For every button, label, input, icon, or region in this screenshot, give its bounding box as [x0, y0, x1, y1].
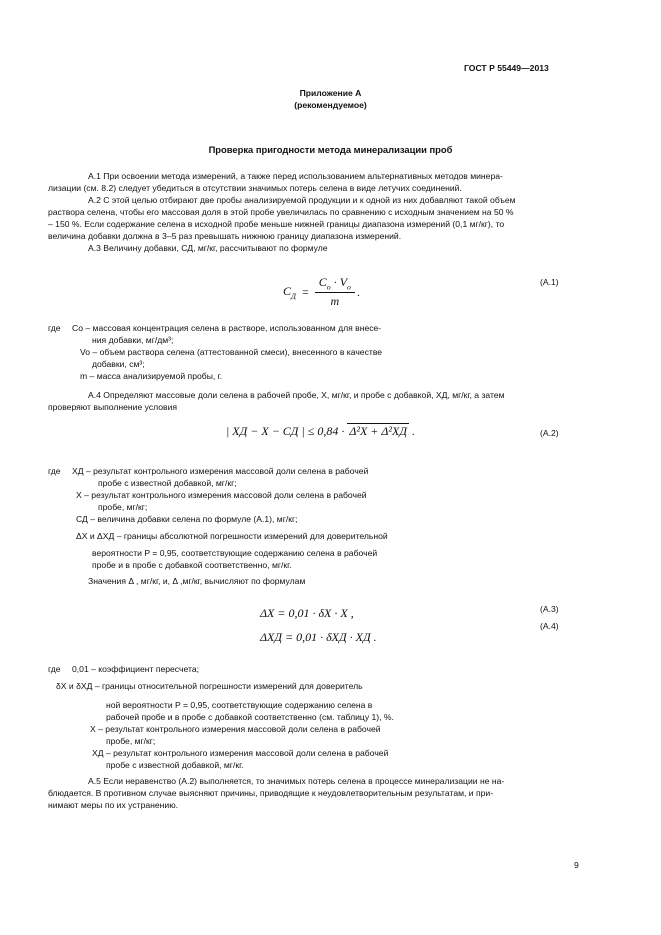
equation-a1-number: (А.1) — [540, 277, 559, 287]
where3-line1: 0,01 – коэффициент пересчета; — [72, 664, 199, 674]
where2-line6: ΔX и ΔXД – границы абсолютной погрешности измерений для доверительной — [76, 531, 388, 541]
section-title: Проверка пригодности метода минерализации проб — [208, 144, 453, 155]
para-a3: А.3 Величину добавки, СД, мг/кг, рассчитывают по формуле — [88, 243, 328, 253]
equation-a3: ΔX = 0,01 · δX · X , — [260, 606, 354, 620]
para-a2-line1: А.2 С этой целью отбирают две пробы анализируемой продукции и к одной из них добавляют такой объем — [88, 195, 516, 205]
where2-line8: пробе и в пробе с добавкой соответственно, мг/кг. — [92, 560, 292, 570]
para-a2-line3: – 150 %. Если содержание селена в исходной пробе меньше нижней границы диапазона измерений (0,1 мг/кг), то — [48, 219, 505, 229]
where3-line3: ной вероятности P = 0,95, соответствующие содержанию селена в — [106, 700, 373, 710]
para-a5-line2: блюдается. В противном случае выясняют причины, приводящие к неудовлетворительным результатам, и при- — [48, 788, 494, 798]
para-a5-line3: нимают меры по их устранению. — [48, 800, 179, 810]
where2-line2: пробе с известной добавкой, мг/кг; — [98, 478, 237, 488]
equation-a2: | XД − X − CД | ≤ 0,84 · Δ²X + Δ²XД . — [226, 424, 415, 438]
where-lead-1: где — [48, 323, 61, 333]
para-a2-line2: раствора селена, чтобы его массовая доля в этой пробе увеличилась по сравнению с исходным значением на 50 % — [48, 207, 514, 217]
where1-line2: ния добавки, мг/дм³; — [92, 335, 174, 345]
annex-subtitle: (рекомендуемое) — [294, 100, 367, 110]
where3-line2: δX и δXД – границы относительной погрешности измерений для доверитель — [56, 681, 363, 691]
where1-line1: Co – массовая концентрация селена в растворе, использованном для внесе- — [72, 323, 382, 333]
where1-line3: Vo – объем раствора селена (аттестованной смеси), внесенного в качестве — [80, 347, 383, 357]
page-number: 9 — [574, 860, 579, 870]
para-a4-line1: А.4 Определяют массовые доли селена в рабочей пробе, X, мг/кг, и пробе с добавкой, XД, мг/кг, а затем — [88, 390, 505, 400]
values-line: Значения Δ , мг/кг, и, Δ ,мг/кг, вычисляют по формулам — [88, 576, 306, 586]
where3-line6: пробе, мг/кг; — [106, 736, 156, 746]
where2-line4: пробе, мг/кг; — [98, 502, 148, 512]
equation-a1: $С_Д$ = $\frac{C_о \cdot V_о}{m}$ . — [283, 274, 360, 309]
where3-line7: XД – результат контрольного измерения массовой доли селена в рабочей — [92, 748, 389, 758]
equation-a2-number: (А.2) — [540, 428, 559, 438]
where2-line1: XД – результат контрольного измерения массовой доли селена в рабочей — [72, 466, 369, 476]
document-id: ГОСТ Р 55449—2013 — [464, 63, 549, 73]
where-lead-3: где — [48, 664, 61, 674]
para-a1-line1: А.1 При освоении метода измерений, а также перед использованием альтернативных методов минера- — [88, 171, 503, 181]
annex-title: Приложение А — [299, 88, 362, 98]
where3-line8: пробе с известной добавкой, мг/кг. — [106, 760, 244, 770]
where1-line5: m – масса анализируемой пробы, г. — [80, 371, 223, 381]
equation-a4-number: (А.4) — [540, 621, 559, 631]
where2-line5: СД – величина добавки селена по формуле (А.1), мг/кг; — [76, 514, 298, 524]
where3-line4: рабочей пробе и в пробе с добавкой соответственно (см. таблицу 1), %. — [106, 712, 394, 722]
para-a1-line2: лизации (см. 8.2) следует убедиться в отсутствии значимых потерь селена в виде летучих соединений. — [48, 183, 462, 193]
where1-line4: добавки, см³; — [92, 359, 145, 369]
para-a2-line4: величина добавки должна в 3–5 раз превышать нижнюю границу диапазона измерений. — [48, 231, 402, 241]
where3-line5: X – результат контрольного измерения массовой доли селена в рабочей — [90, 724, 381, 734]
para-a4-line2: проверяют выполнение условия — [48, 402, 178, 412]
where2-line3: X – результат контрольного измерения массовой доли селена в рабочей — [76, 490, 367, 500]
para-a5-line1: А.5 Если неравенство (А.2) выполняется, то значимых потерь селена в процессе минерализации не на- — [88, 776, 505, 786]
equation-a3-number: (А.3) — [540, 604, 559, 614]
equation-a4: ΔXД = 0,01 · δXД · XД . — [260, 630, 377, 644]
where2-line7: вероятности P = 0,95, соответствующие содержанию селена в рабочей — [92, 548, 378, 558]
where-lead-2: где — [48, 466, 61, 476]
